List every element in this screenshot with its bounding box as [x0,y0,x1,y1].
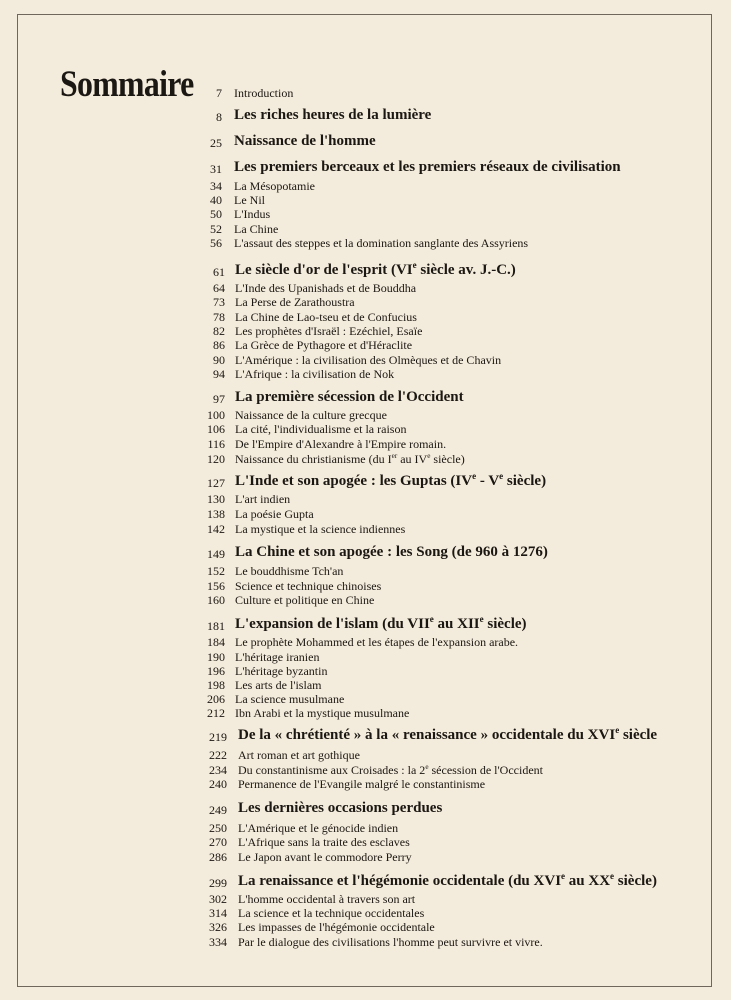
entry-page-number: 222 [209,748,227,762]
section-page-number: 7 [216,86,222,100]
entry-page-number: 34 [210,179,222,193]
entry-page-number: 234 [209,763,227,777]
section-title: Naissance de l'homme [234,133,376,149]
section-page-number: 8 [216,110,222,124]
entry-text: Science et technique chinoises [235,579,382,593]
section-page-number: 181 [207,619,225,633]
entry-text: Le bouddhisme Tch'an [235,564,344,578]
section-title: Les premiers berceaux et les premiers réseaux de civilisation [234,159,621,175]
entry-page-number: 156 [207,579,225,593]
entry-text: L'Afrique sans la traite des esclaves [238,835,410,849]
entry-text: L'assaut des steppes et la domination sanglante des Assyriens [234,236,529,250]
section-page-number: 97 [213,392,225,406]
entry-page-number: 198 [207,678,225,692]
section-page-number: 25 [210,136,222,150]
entry-page-number: 196 [207,664,225,678]
entry-page-number: 50 [210,207,222,221]
entry-page-number: 116 [207,437,225,451]
entry-text: La science musulmane [235,692,345,706]
entry-text: Les impasses de l'hégémonie occidentale [238,920,435,934]
entry-page-number: 56 [210,236,222,250]
section-page-number: 299 [209,876,227,890]
section-title: L'expansion de l'islam (du VIIe au XIIe siècle) [235,614,527,632]
entry-page-number: 106 [207,422,225,436]
entry-text: Permanence de l'Evangile malgré le constantinisme [238,777,486,791]
entry-text: Le Japon avant le commodore Perry [238,850,412,864]
section-page-number: 61 [213,265,225,279]
entry-page-number: 100 [207,408,225,422]
section-page-number: 219 [209,730,227,744]
entry-page-number: 86 [213,338,225,352]
section-title: Introduction [234,86,294,100]
entry-page-number: 286 [209,850,227,864]
section-title: La Chine et son apogée : les Song (de 960 à 1276) [235,544,548,560]
section-page-number: 249 [209,803,227,817]
section-page-number: 127 [207,476,225,490]
entry-page-number: 73 [213,295,225,309]
entry-text: L'Afrique : la civilisation de Nok [235,367,395,381]
entry-text: Naissance du christianisme (du Ier au IVe siècle) [235,452,465,466]
entry-page-number: 64 [213,281,225,295]
section-title: Les dernières occasions perdues [238,800,443,816]
entry-page-number: 78 [213,310,225,324]
entry-page-number: 334 [209,935,227,949]
section-title: L'Inde et son apogée : les Guptas (IVe - Ve siècle) [235,471,547,489]
entry-page-number: 250 [209,821,227,835]
entry-text: Culture et politique en Chine [235,593,375,607]
section-title: La première sécession de l'Occident [235,389,464,405]
entry-text: L'Indus [234,207,271,221]
entry-page-number: 142 [207,522,225,536]
entry-text: Les arts de l'islam [235,678,322,692]
entry-text: L'Amérique et le génocide indien [238,821,399,835]
entry-page-number: 138 [207,507,225,521]
entry-page-number: 152 [207,564,225,578]
section-title: De la « chrétienté » à la « renaissance » occidentale du XVIe siècle [238,725,658,743]
entry-text: La Perse de Zarathoustra [235,295,355,309]
entry-text: Naissance de la culture grecque [235,408,387,422]
entry-page-number: 206 [207,692,225,706]
page-title: Sommaire [60,64,194,105]
entry-text: Art roman et art gothique [238,748,360,762]
entry-page-number: 270 [209,835,227,849]
entry-page-number: 184 [207,635,225,649]
entry-text: Les prophètes d'Israël : Ezéchiel, Esaïe [235,324,423,338]
entry-page-number: 160 [207,593,225,607]
section-title: Le siècle d'or de l'esprit (VIe siècle av. J.-C.) [235,260,516,278]
entry-page-number: 130 [207,492,225,506]
entry-text: L'homme occidental à travers son art [238,892,416,906]
entry-page-number: 82 [213,324,225,338]
entry-text: L'Inde des Upanishads et de Bouddha [235,281,417,295]
entry-text: La science et la technique occidentales [238,906,425,920]
entry-text: Le prophète Mohammed et les étapes de l'expansion arabe. [235,635,519,649]
entry-page-number: 190 [207,650,225,664]
entry-text: De l'Empire d'Alexandre à l'Empire romain. [235,437,447,451]
entry-text: L'héritage iranien [235,650,320,664]
entry-text: L'héritage byzantin [235,664,328,678]
section-page-number: 31 [210,162,222,176]
section-title: La renaissance et l'hégémonie occidentale (du XVIe au XXe siècle) [238,871,657,889]
entry-text: La poésie Gupta [235,507,314,521]
entry-text: La mystique et la science indiennes [235,522,406,536]
entry-text: La Grèce de Pythagore et d'Héraclite [235,338,413,352]
entry-page-number: 302 [209,892,227,906]
entry-page-number: 120 [207,452,225,466]
entry-page-number: 326 [209,920,227,934]
section-page-number: 149 [207,547,225,561]
entry-page-number: 240 [209,777,227,791]
entry-text: La Chine de Lao-tseu et de Confucius [235,310,417,324]
entry-text: Du constantinisme aux Croisades : la 2e sécession de l'Occident [238,763,543,777]
entry-text: Le Nil [234,193,265,207]
entry-page-number: 90 [213,353,225,367]
entry-text: L'Amérique : la civilisation des Olmèques et de Chavin [235,353,502,367]
entry-text: Par le dialogue des civilisations l'homme peut survivre et vivre. [238,935,543,949]
entry-page-number: 212 [207,706,225,720]
entry-text: La Chine [234,222,279,236]
entry-page-number: 40 [210,193,222,207]
entry-page-number: 52 [210,222,222,236]
section-title: Les riches heures de la lumière [234,107,432,123]
entry-text: Ibn Arabi et la mystique musulmane [235,706,410,720]
entry-page-number: 94 [213,367,225,381]
entry-text: L'art indien [235,492,291,506]
entry-text: La Mésopotamie [234,179,315,193]
entry-page-number: 314 [209,906,227,920]
entry-text: La cité, l'individualisme et la raison [235,422,407,436]
